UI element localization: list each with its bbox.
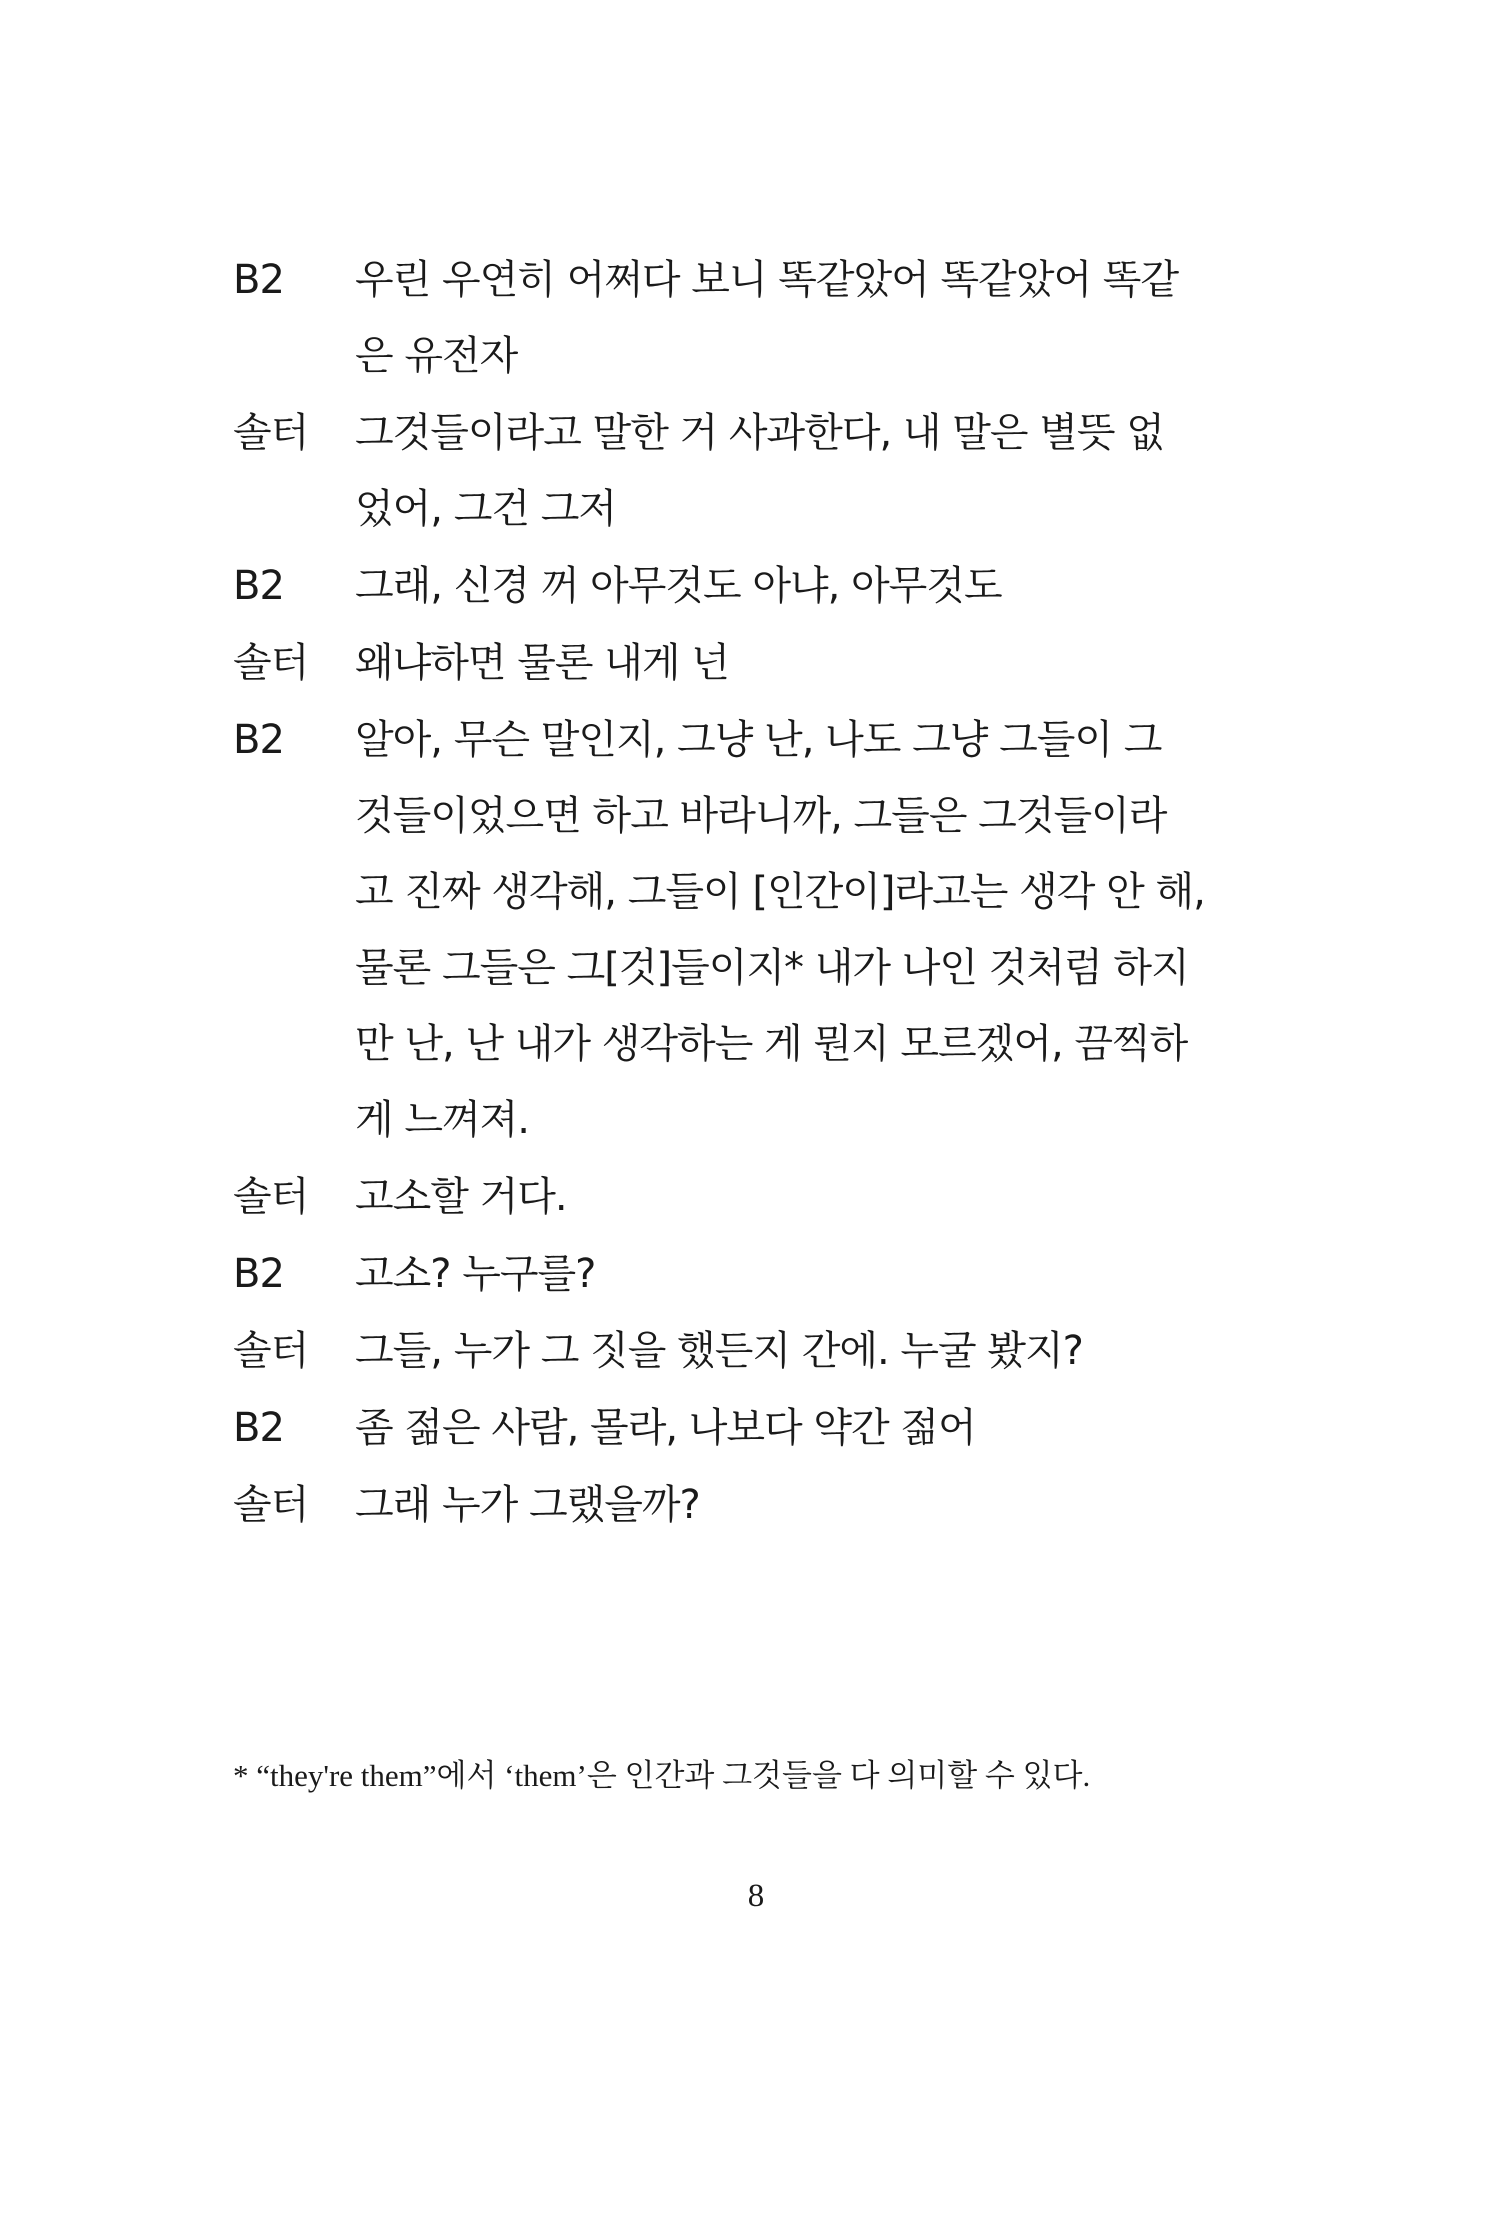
speaker-name: B2 bbox=[233, 1251, 284, 1297]
speech-line: 그것들이라고 말한 거 사과한다, 내 말은 별뜻 없 bbox=[355, 410, 1164, 456]
speech-text bbox=[355, 1313, 1293, 1389]
speech-text bbox=[355, 1467, 1293, 1543]
speech-line: 우린 우연히 어쩌다 보니 똑같았어 똑같았어 똑같 bbox=[355, 257, 1179, 303]
dialogue-turn bbox=[233, 1467, 1293, 1543]
speech-line: 알아, 무슨 말인지, 그냥 난, 나도 그냥 그들이 그 bbox=[355, 717, 1162, 763]
dialogue-turn bbox=[233, 1159, 1293, 1235]
speech-text bbox=[355, 1159, 1293, 1235]
dialogue-turn bbox=[233, 1390, 1293, 1466]
speech-line: 게 느껴져. bbox=[355, 1097, 529, 1143]
page-number: 8 bbox=[747, 1878, 765, 1914]
dialogue-turn bbox=[233, 1313, 1293, 1389]
speech-text bbox=[355, 1390, 1293, 1466]
speaker-name: B2 bbox=[233, 563, 284, 609]
speech-line: 고 진짜 생각해, 그들이 [인간이]라고는 생각 안 해, bbox=[355, 869, 1205, 915]
speech-text bbox=[355, 625, 1293, 701]
speaker-name: 솔터 bbox=[233, 410, 309, 456]
speech-line: 그래 누가 그랬을까? bbox=[355, 1482, 700, 1528]
speech-line: 좀 젊은 사람, 몰라, 나보다 약간 젊어 bbox=[355, 1405, 976, 1451]
speaker-name: 솔터 bbox=[233, 640, 309, 686]
footnote: * “they're them”에서 ‘them’은 인간과 그것들을 다 의미할 수 있다. bbox=[233, 1758, 1091, 1793]
speech-line: 고소할 거다. bbox=[355, 1174, 567, 1220]
dialogue-turn bbox=[233, 395, 1293, 547]
speech-line: 은 유전자 bbox=[355, 333, 518, 379]
dialogue-turn bbox=[233, 242, 1293, 394]
dialogue-turn bbox=[233, 625, 1293, 701]
speech-text bbox=[355, 548, 1293, 624]
speech-text bbox=[355, 702, 1293, 1158]
dialogue-turn bbox=[233, 702, 1293, 1158]
speech-line: 었어, 그건 그저 bbox=[355, 486, 616, 532]
dialogue-turn bbox=[233, 1236, 1293, 1312]
speech-line: 고소? 누구를? bbox=[355, 1251, 596, 1297]
speech-text bbox=[355, 1236, 1293, 1312]
speech-line: 만 난, 난 내가 생각하는 게 뭔지 모르겠어, 끔찍하 bbox=[355, 1021, 1188, 1067]
speech-line: 그래, 신경 꺼 아무것도 아냐, 아무것도 bbox=[355, 563, 1002, 609]
speech-line: 왜냐하면 물론 내게 넌 bbox=[355, 640, 729, 686]
speech-line: 물론 그들은 그[것]들이지* 내가 나인 것처럼 하지 bbox=[355, 945, 1189, 991]
speaker-name: B2 bbox=[233, 717, 284, 763]
speech-line: 그들, 누가 그 짓을 했든지 간에. 누굴 봤지? bbox=[355, 1328, 1083, 1374]
speech-line: 것들이었으면 하고 바라니까, 그들은 그것들이라 bbox=[355, 793, 1167, 839]
speaker-name: B2 bbox=[233, 257, 284, 303]
dialogue-script bbox=[233, 242, 1293, 1544]
speaker-name: B2 bbox=[233, 1405, 284, 1451]
speaker-name: 솔터 bbox=[233, 1174, 309, 1220]
dialogue-turn bbox=[233, 548, 1293, 624]
speaker-name: 솔터 bbox=[233, 1482, 309, 1528]
speech-text bbox=[355, 395, 1293, 547]
speech-text bbox=[355, 242, 1293, 394]
speaker-name: 솔터 bbox=[233, 1328, 309, 1374]
